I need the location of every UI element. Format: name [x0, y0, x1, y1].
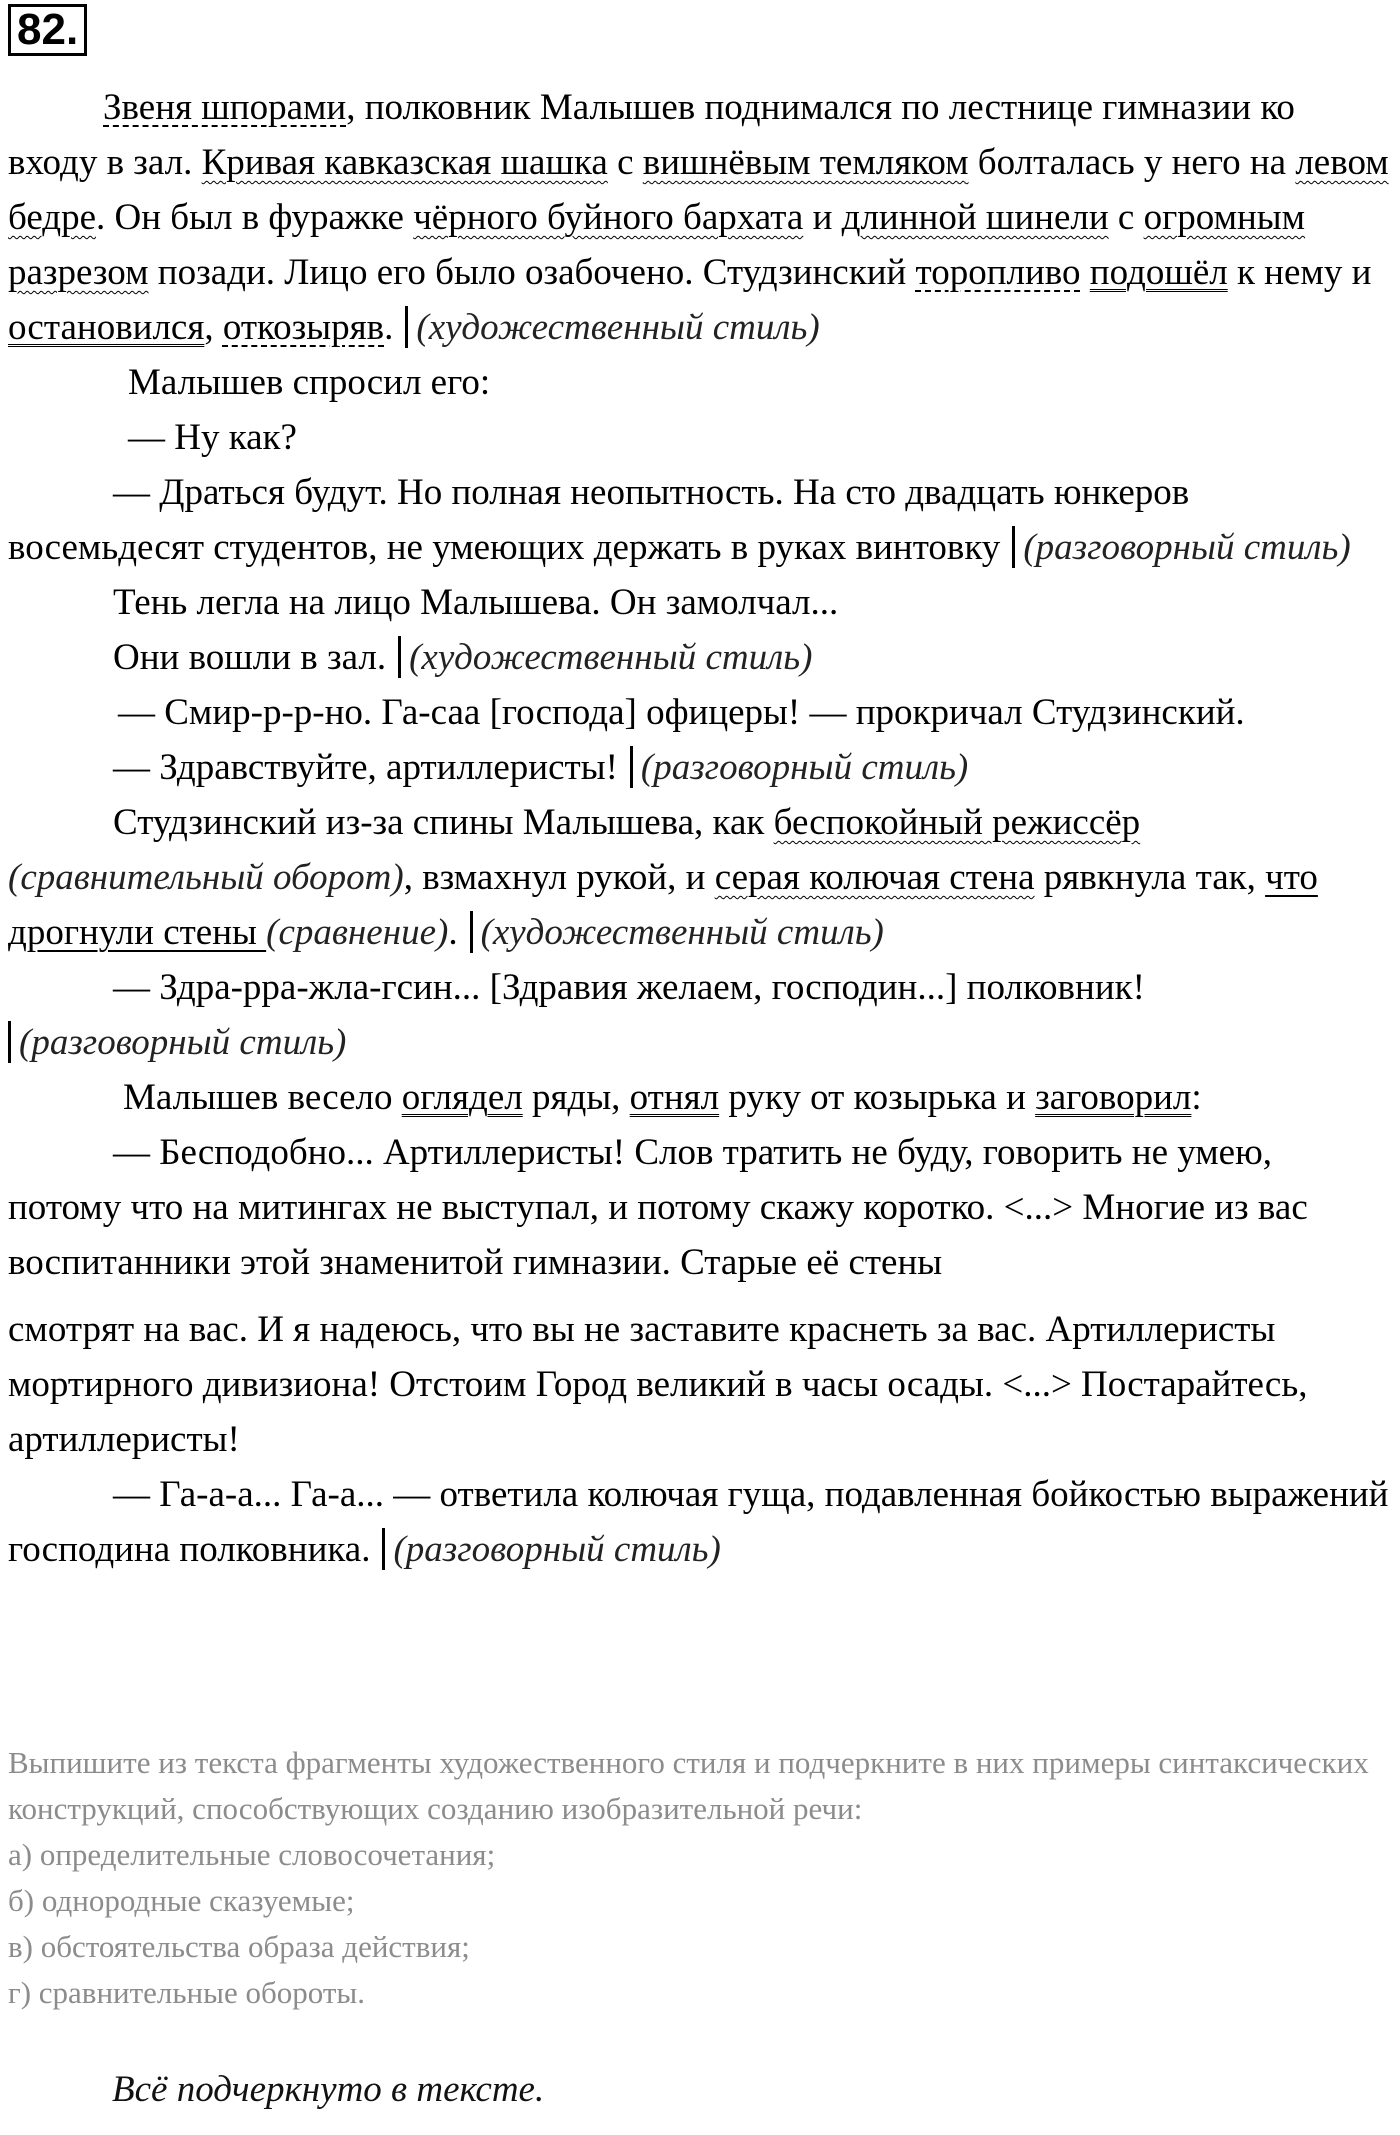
answer-text: Всё подчеркнуто в тексте.: [112, 2069, 545, 2110]
paragraph-1: [8, 80, 1393, 355]
task-item-c: в) обстоятельства образа действия;: [8, 1929, 470, 1964]
text-span: руку от козырька и: [719, 1077, 1036, 1118]
paragraph-9: [8, 795, 1393, 960]
attributive-phrase: огромным разрезом: [8, 197, 1306, 293]
text-span: Они вошли в зал.: [113, 637, 387, 678]
text-span: ряды,: [522, 1077, 630, 1118]
task-item-a: а) определительные словосочетания;: [8, 1837, 496, 1872]
text-span: — Га-а-а... Га-а... — ответила колючая гуща, подавленная бойкостью выражений господина полковника.: [8, 1474, 1389, 1570]
task-intro: Выпишите из текста фрагменты художественного стиля и подчеркните в них примеры синтаксических конструкций, способствующих созданию изобразительной речи:: [8, 1745, 1369, 1826]
paragraph-4: [8, 465, 1393, 575]
style-label: (разговорный стиль): [1023, 527, 1351, 568]
paragraph-7: — Смир-р-р-но. Га-саа [господа] офицеры! — прокричал Студзинский.: [118, 692, 1245, 733]
annotation-label: (сравнительный оборот): [8, 857, 404, 898]
text-span: болталась у него на: [968, 142, 1296, 183]
paragraph-12b: смотрят на вас. И я надеюсь, что вы не заставите краснеть за вас. Артиллеристы мортирного дивизиона! Отстоим Город великий в часы осады. <...> Постарайтесь, артиллеристы!: [8, 1309, 1308, 1460]
paragraph-13: [8, 1467, 1393, 1577]
style-label: (разговорный стиль): [19, 1022, 347, 1063]
style-marker-bar: [1012, 526, 1015, 568]
style-label: (художественный стиль): [480, 912, 884, 953]
text-span: .: [384, 307, 394, 348]
text-span: ,: [204, 307, 223, 348]
homogeneous-predicate: оглядел: [401, 1077, 523, 1118]
text-span: . Он был в фуражке: [96, 197, 414, 238]
paragraph-10: [8, 960, 1393, 1070]
attributive-phrase: чёрного буйного бархата: [413, 197, 804, 238]
spacer: [8, 1290, 1393, 1302]
paragraph-5: Тень легла на лицо Малышева. Он замолчал...: [113, 582, 839, 623]
paragraph-3: — Ну как?: [128, 417, 297, 458]
paragraph-2: Малышев спросил его:: [128, 362, 491, 403]
adverbial-participle: откозыряв: [222, 307, 385, 348]
adverb-of-manner: торопливо: [915, 252, 1081, 293]
style-label: (художественный стиль): [409, 637, 813, 678]
task-item-b: б) однородные сказуемые;: [8, 1883, 355, 1918]
text-span: Студзинский из-за спины Малышева, как: [113, 802, 774, 843]
paragraph-6: [8, 630, 1393, 685]
text-span: с: [607, 142, 643, 183]
style-marker-bar: [382, 1528, 385, 1570]
paragraph-12a: — Бесподобно... Артиллеристы! Слов тратить не буду, говорить не умею, потому что на митингах не выступал, и потому скажу коротко. <...> Многие из вас воспитанники этой знаменитой гимназии. Старые её стены: [8, 1132, 1308, 1283]
text-span: [1081, 252, 1090, 293]
text-span: рявкнула так,: [1034, 857, 1266, 898]
attributive-phrase: Кривая кавказская шашка: [201, 142, 608, 183]
text-span: , полковник Малышев поднимался по лестнице гимназии ко входу в зал.: [8, 87, 1295, 183]
style-marker-bar: [405, 306, 408, 348]
text-span: :: [1191, 1077, 1202, 1118]
text-span: — Драться будут. Но полная неопытность. На сто двадцать юнкеров восемьдесят студентов, не умеющих держать в руках винтовку: [8, 472, 1190, 568]
homogeneous-predicate: остановился: [8, 307, 205, 348]
style-marker-bar: [398, 636, 401, 678]
text-span: .: [448, 912, 458, 953]
text-span: с: [1108, 197, 1144, 238]
style-marker-bar: [8, 1021, 11, 1063]
annotation-label: (сравнение): [266, 912, 449, 953]
text-span: — Здравствуйте, артиллеристы!: [113, 747, 618, 788]
homogeneous-predicate: отнял: [629, 1077, 720, 1118]
text-span: — Здра-рра-жла-гсин... [Здравия желаем, господин...] полковник!: [113, 967, 1145, 1008]
text-span: , взмахнул рукой, и: [403, 857, 715, 898]
exercise-number: 82.: [8, 4, 87, 56]
attributive-phrase: серая колючая стена: [714, 857, 1035, 898]
paragraph-8: [8, 740, 1393, 795]
text-body: [8, 80, 1393, 1577]
text-span: и: [803, 197, 842, 238]
text-span: Малышев весело: [123, 1077, 402, 1118]
style-label: (разговорный стиль): [640, 747, 969, 788]
adverbial-phrase: Звеня шпорами: [103, 87, 347, 128]
attributive-phrase: левом бедре: [8, 142, 1389, 238]
style-label: (разговорный стиль): [393, 1529, 721, 1570]
task-item-d: г) сравнительные обороты.: [8, 1975, 365, 2010]
attributive-phrase: длинной шинели: [841, 197, 1109, 238]
text-span: к нему и: [1227, 252, 1372, 293]
paragraph-11: [8, 1070, 1393, 1125]
style-label: (художественный стиль): [416, 307, 820, 348]
text-span: позади. Лицо его было озабочено. Студзинский: [148, 252, 916, 293]
homogeneous-predicate: подошёл: [1089, 252, 1228, 293]
comparative-phrase: беспокойный режиссёр: [773, 802, 1141, 843]
style-marker-bar: [630, 746, 633, 788]
homogeneous-predicate: заговорил: [1035, 1077, 1192, 1118]
comparison-clause: что дрогнули стены: [8, 857, 1318, 953]
task-block: [8, 1740, 1393, 2016]
attributive-phrase: вишнёвым темляком: [642, 142, 969, 183]
style-marker-bar: [470, 911, 473, 953]
